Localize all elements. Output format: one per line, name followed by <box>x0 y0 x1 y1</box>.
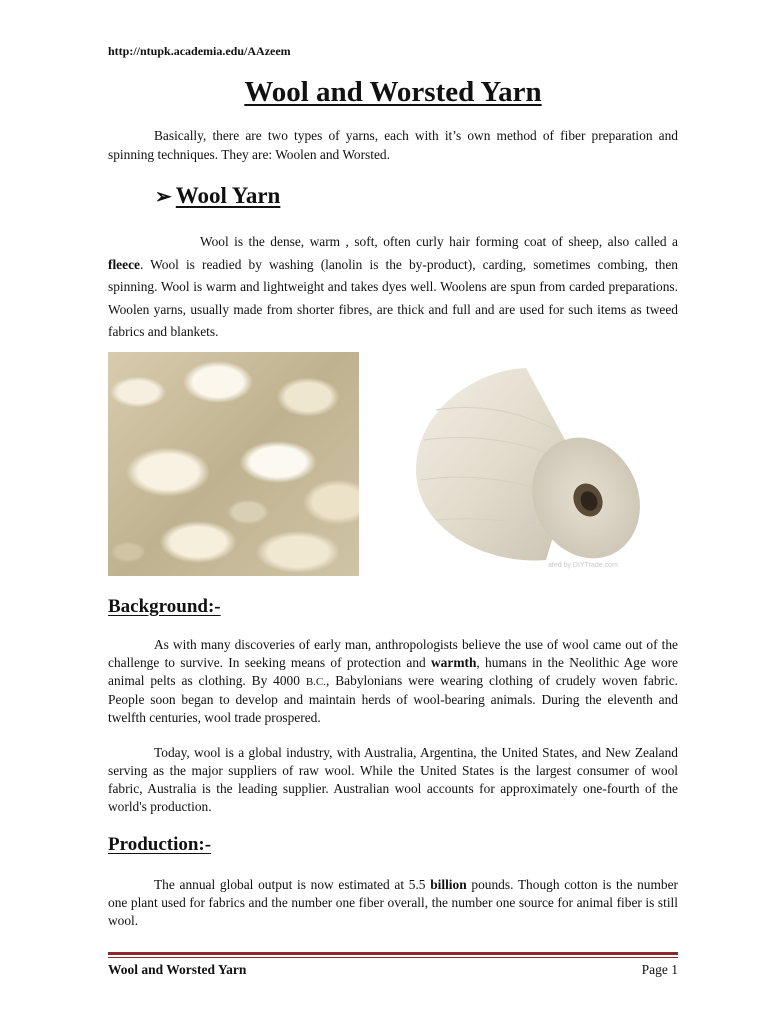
background-paragraph-2 <box>108 744 678 816</box>
bg-text-bc: B.C. <box>305 676 327 688</box>
bg-text-4: Today, wool is a global industry, with Australia, Argentina, the United States, and New Zealand serving as the major suppliers of raw wool. While the United States is the largest consumer of wool fabric, Australia is the leading supplier. Australian wool accounts for approximately one-fourth of the world's production. <box>108 745 678 814</box>
footer-rule-thin <box>108 957 678 958</box>
wool-yarn-heading <box>155 183 280 209</box>
yarn-cone-image <box>396 350 660 582</box>
document-title: Wool and Worsted Yarn <box>244 76 542 108</box>
intro-text: Basically, there are two types of yarns, each with it’s own method of fiber preparation and spinning techniques. They are: Woolen and Worsted. <box>108 128 678 162</box>
wool-yarn-heading-text: Wool Yarn <box>175 183 281 208</box>
footer-title: Wool and Worsted Yarn <box>108 962 247 977</box>
production-paragraph <box>108 876 678 930</box>
intro-paragraph <box>108 126 678 164</box>
prod-text-2: pounds. Though cotton is the number one plant used for fabrics and the number one fiber overall, the number one source for animal fiber is still wool. <box>108 877 678 928</box>
page-number: Page 1 <box>641 962 678 977</box>
background-heading: Background:- <box>108 596 221 617</box>
wool-text-bold: fleece <box>108 256 140 272</box>
wool-text-2: . Wool is readied by washing (lanolin is the by-product), carding, sometimes combing, then spinning. Wool is warm and lightweight and takes dyes well. Woolens are spun from carded preparations. Woolen yarns, usually made from shorter fibres, are thick and full and are used for such items as tweed fabrics and blankets. <box>108 256 678 339</box>
bg-text-1: As with many discoveries of early man, anthropologists believe the use of wool came out of the challenge to survive. In seeking means of protection and <box>108 637 678 670</box>
bg-text-bold: warmth <box>431 655 477 670</box>
bg-text-2: , humans in the Neolithic Age wore animal pelts as clothing. By 4000 <box>108 655 678 688</box>
prod-text-bold: billion <box>430 877 467 892</box>
raw-wool-fleece-image <box>108 352 359 576</box>
background-paragraph-1 <box>108 636 678 727</box>
wool-yarn-paragraph <box>108 231 678 344</box>
prod-text-1: The annual global output is now estimated at 5.5 <box>154 877 431 892</box>
production-heading: Production:- <box>108 834 212 855</box>
bg-text-3: , Babylonians were wearing clothing of crudely woven fabric. People soon began to develop and maintain herds of wool-bearing animals. During the eleventh and twelfth centuries, wool trade prospered. <box>108 673 678 725</box>
header-url[interactable]: http://ntupk.academia.edu/AAzeem <box>108 44 291 58</box>
wool-text-1: Wool is the dense, warm , soft, often curly hair forming coat of sheep, also called a <box>200 234 678 249</box>
arrow-bullet-icon: ➢ <box>155 186 172 208</box>
image-watermark: ated by DIYTrade.com <box>548 562 618 569</box>
footer-rule-thick <box>108 952 678 955</box>
